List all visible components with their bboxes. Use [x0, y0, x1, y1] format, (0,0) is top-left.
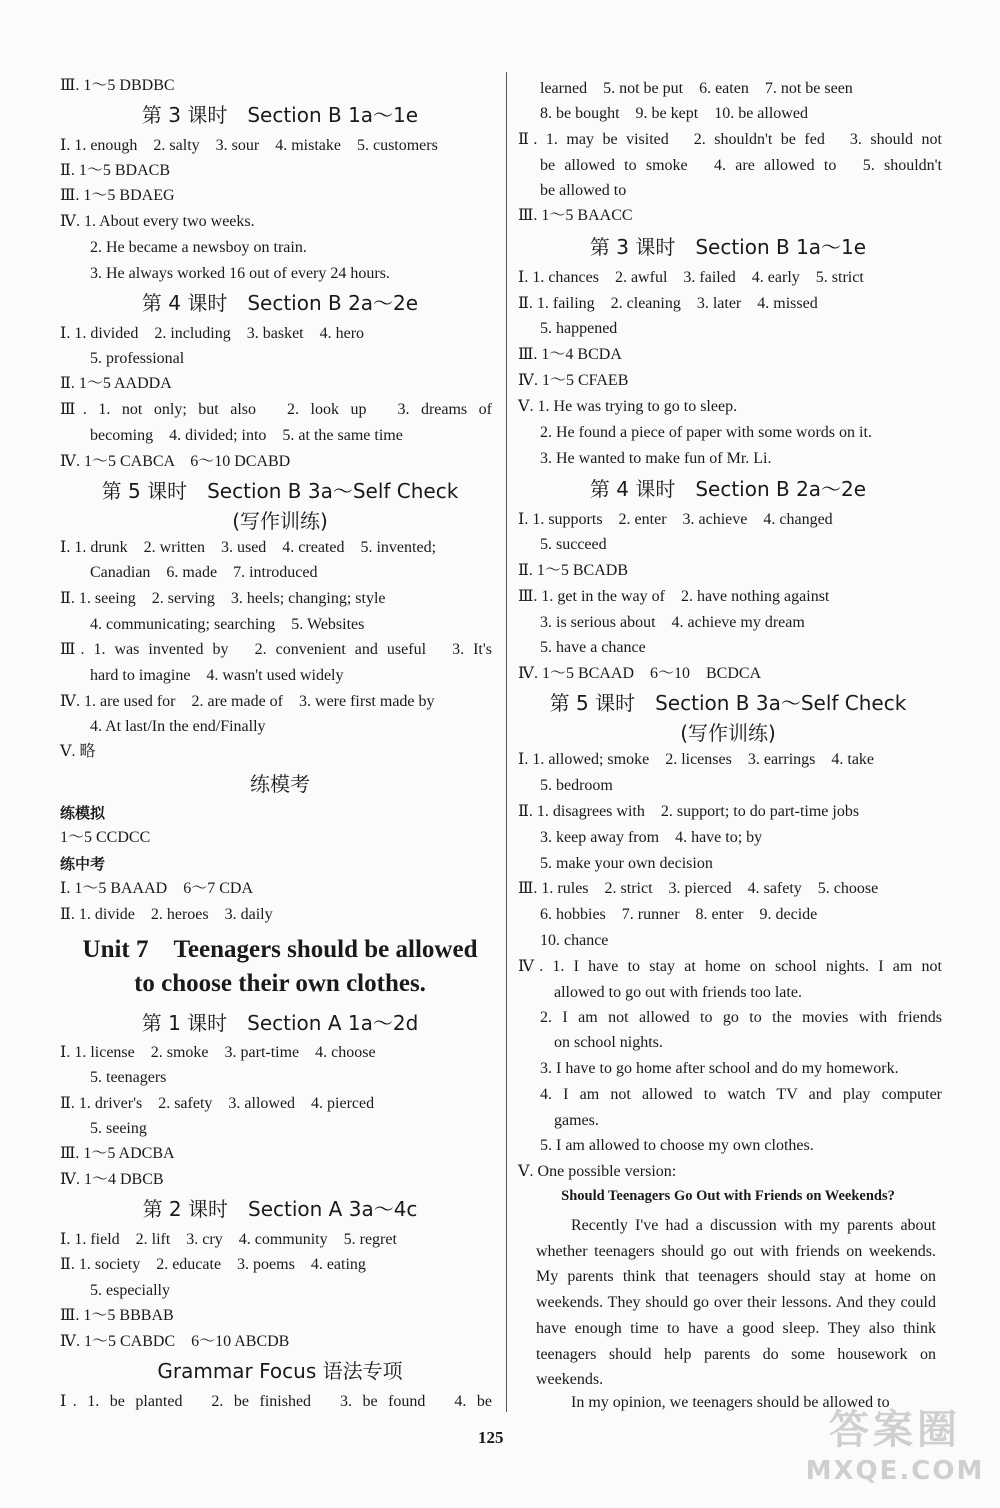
lesson-heading: 第 5 课时 Section B 3a～Self Check — [549, 691, 907, 715]
unit-title: to choose their own clothes. — [134, 970, 426, 997]
answer-line: Ⅲ. 1～5 BDAEG — [60, 187, 175, 204]
answer-line: be allowed to smoke 4. are allowed to 5. shouldn't — [540, 157, 942, 174]
answer-line: Ⅲ. 1～5 ADCBA — [60, 1145, 175, 1162]
answer-line: Ⅰ. 1. be planted 2. be finished 3. be found 4. be — [60, 1393, 492, 1410]
answer-line: Ⅲ. 1～4 BCDA — [518, 346, 622, 363]
section-label: 练中考 — [60, 855, 106, 873]
answer-line: Ⅴ. 略 — [60, 743, 96, 760]
answer-line: Ⅱ. 1. driver's 2. safety 3. allowed 4. pierced — [60, 1095, 375, 1112]
answer-line: Ⅱ. 1. society 2. educate 3. poems 4. eating — [60, 1256, 366, 1273]
answer-line: Ⅲ. 1～5 BBBAB — [60, 1307, 174, 1324]
answer-line: Ⅰ. 1. license 2. smoke 3. part-time 4. choose — [60, 1044, 376, 1061]
lesson-heading: 第 4 课时 Section B 2a～2e — [141, 291, 419, 315]
answer-line: 5. seeing — [90, 1120, 147, 1137]
answer-line: Ⅰ. 1. allowed; smoke 2. licenses 3. earrings 4. take — [518, 751, 875, 768]
answer-line: Ⅳ. 1. are used for 2. are made of 3. were first made by — [60, 693, 435, 710]
answer-line: 3. He wanted to make fun of Mr. Li. — [540, 450, 772, 467]
answer-line: 3. keep away from 4. have to; by — [540, 829, 763, 846]
answer-line: Ⅰ. 1～5 BAAAD 6～7 CDA — [60, 880, 253, 897]
answer-line: 6. hobbies 7. runner 8. enter 9. decide — [540, 906, 818, 923]
unit-title: Unit 7 Teenagers should be allowed — [82, 936, 478, 963]
answer-line: 5. professional — [90, 350, 185, 367]
answer-line: allowed to go out with friends too late. — [554, 984, 802, 1001]
answer-line: 8. be bought 9. be kept 10. be allowed — [540, 105, 808, 122]
section-heading: 练模考 — [250, 772, 310, 796]
lesson-subheading: (写作训练) — [232, 509, 328, 533]
answer-line: Ⅲ. 1. was invented by 2. convenient and useful 3. It's — [60, 641, 492, 658]
lesson-heading: 第 5 课时 Section B 3a～Self Check — [101, 479, 459, 503]
answer-line: Ⅱ. 1. may be visited 2. shouldn't be fed 3. should not — [518, 131, 942, 148]
answer-line: Ⅲ. 1～5 BAACC — [518, 207, 633, 224]
answer-line: be allowed to — [540, 182, 627, 199]
answer-line: Ⅴ. 1. He was trying to go to sleep. — [518, 398, 738, 415]
answer-line: 2. He found a piece of paper with some words on it. — [540, 424, 872, 441]
answer-line: Ⅳ. 1～5 CABCA 6～10 DCABD — [60, 453, 291, 470]
answer-line: 1～5 CCDCC — [60, 829, 151, 846]
answer-line: 10. chance — [540, 932, 609, 949]
lesson-heading: 第 1 课时 Section A 1a～2d — [141, 1011, 419, 1035]
answer-line: 5. make your own decision — [540, 855, 713, 872]
answer-line: 5. happened — [540, 320, 618, 337]
answer-line: becoming 4. divided; into 5. at the same time — [90, 427, 403, 444]
page-number: 125 — [478, 1428, 504, 1447]
answer-line: Ⅰ. 1. field 2. lift 3. cry 4. community 5. regret — [60, 1231, 397, 1248]
answer-line: Ⅰ. 1. supports 2. enter 3. achieve 4. changed — [518, 511, 833, 528]
answer-line: 5. bedroom — [540, 777, 613, 794]
answer-line: Canadian 6. made 7. introduced — [90, 564, 318, 581]
answer-line: Ⅳ. 1～5 CFAEB — [518, 372, 629, 389]
answer-line: Ⅱ. 1～5 BCADB — [518, 562, 629, 579]
answer-line: games. — [554, 1112, 599, 1129]
essay-paragraph: In my opinion, we teenagers should be allowed to — [571, 1394, 890, 1411]
answer-line: Ⅲ. 1～5 DBDBC — [60, 77, 175, 94]
answer-line: Ⅳ. 1～5 BCAAD 6～10 BCDCA — [518, 665, 762, 682]
answer-line: Ⅰ. 1. chances 2. awful 3. failed 4. early 5. strict — [518, 269, 864, 286]
answer-line: Ⅰ. 1. divided 2. including 3. basket 4. hero — [60, 325, 365, 342]
answer-line: Ⅱ. 1～5 BDACB — [60, 162, 171, 179]
answer-line: Ⅲ. 1. rules 2. strict 3. pierced 4. safety 5. choose — [518, 880, 879, 897]
answer-line: Ⅳ. 1. I have to stay at home on school nights. I am not — [518, 958, 942, 975]
column-divider — [506, 72, 507, 1412]
answer-line: 2. He became a newsboy on train. — [90, 239, 307, 256]
answer-line: 5. succeed — [540, 536, 607, 553]
answer-line: 5. teenagers — [90, 1069, 167, 1086]
answer-line: Ⅱ. 1. seeing 2. serving 3. heels; changing; style — [60, 590, 386, 607]
watermark-logo — [800, 1406, 990, 1502]
answer-line: Ⅲ. 1. get in the way of 2. have nothing against — [518, 588, 830, 605]
answer-line: on school nights. — [554, 1034, 663, 1051]
watermark-url: MXQE.COM — [805, 1456, 985, 1486]
lesson-heading: Grammar Focus 语法专项 — [157, 1359, 403, 1383]
answer-line: 5. I am allowed to choose my own clothes. — [540, 1137, 814, 1154]
watermark-text: 答案圈 — [829, 1407, 961, 1453]
answer-line: 3. I have to go home after school and do my homework. — [540, 1060, 899, 1077]
answer-line: 4. I am not allowed to watch TV and play computer — [540, 1086, 942, 1103]
answer-line: Ⅱ. 1. disagrees with 2. support; to do part-time jobs — [518, 803, 860, 820]
answer-line: 4. At last/In the end/Finally — [90, 718, 266, 735]
lesson-heading: 第 3 课时 Section B 1a～1e — [141, 103, 419, 127]
answer-line: Ⅰ. 1. enough 2. salty 3. sour 4. mistake 5. customers — [60, 137, 438, 154]
answer-line: Ⅱ. 1. divide 2. heroes 3. daily — [60, 906, 273, 923]
answer-line: 4. communicating; searching 5. Websites — [90, 616, 365, 633]
answer-line: Ⅳ. 1～5 CABDC 6～10 ABCDB — [60, 1333, 290, 1350]
answer-line: 5. especially — [90, 1282, 170, 1299]
answer-line: 2. I am not allowed to go to the movies with friends — [540, 1009, 942, 1026]
answer-line: 3. He always worked 16 out of every 24 hours. — [90, 265, 390, 282]
answer-line: Ⅱ. 1. failing 2. cleaning 3. later 4. missed — [518, 295, 818, 312]
lesson-subheading: (写作训练) — [680, 721, 776, 745]
essay-title: Should Teenagers Go Out with Friends on Weekends? — [561, 1188, 895, 1204]
answer-line: learned 5. not be put 6. eaten 7. not be seen — [540, 80, 853, 97]
answer-line: Ⅳ. 1～4 DBCB — [60, 1171, 164, 1188]
answer-line: Ⅳ. 1. About every two weeks. — [60, 213, 255, 230]
lesson-heading: 第 4 课时 Section B 2a～2e — [589, 477, 867, 501]
answer-line: 3. is serious about 4. achieve my dream — [540, 614, 805, 631]
answer-line: 5. have a chance — [540, 639, 646, 656]
answer-line: Ⅲ. 1. not only; but also 2. look up 3. dreams of — [60, 401, 492, 418]
answer-line: Ⅴ. One possible version: — [518, 1163, 677, 1180]
answer-line: Ⅰ. 1. drunk 2. written 3. used 4. created 5. invented; — [60, 539, 437, 556]
answer-line: Ⅱ. 1～5 AADDA — [60, 375, 172, 392]
essay-paragraph: Recently I've had a discussion with my parents about whether teenagers should go out with friends on weekends. My parents think that teenagers should stay at home on weekends. They should go over their lessons. And they could have enough time to have a good sleep. They also think teenagers should help parents do some housework on weekends. — [536, 1217, 936, 1389]
section-label: 练模拟 — [60, 804, 106, 822]
answer-line: hard to imagine 4. wasn't used widely — [90, 667, 344, 684]
lesson-heading: 第 3 课时 Section B 1a～1e — [589, 235, 867, 259]
lesson-heading: 第 2 课时 Section A 3a～4c — [142, 1197, 418, 1221]
